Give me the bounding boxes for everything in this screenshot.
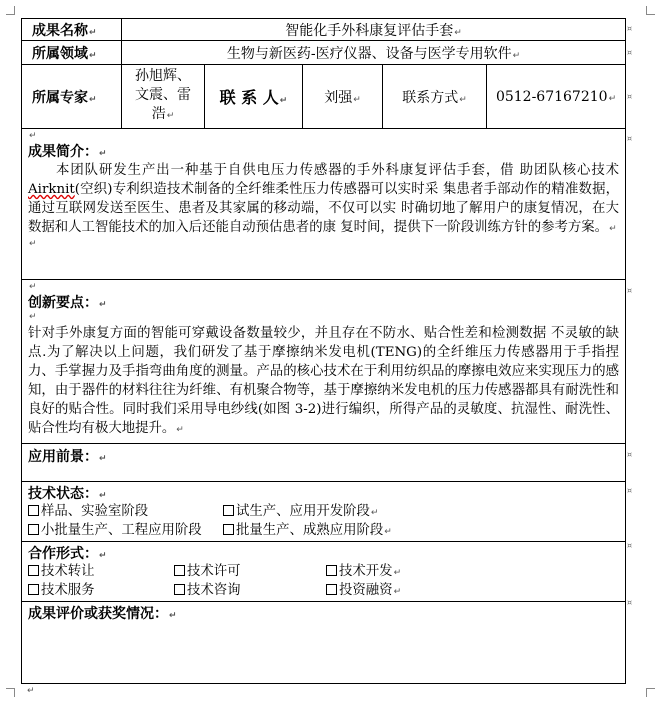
checkbox-icon (326, 584, 337, 595)
checkbox-icon (326, 565, 337, 576)
checkbox-icon (28, 524, 39, 535)
contact-label-cell: 联 系 人↵ (205, 65, 303, 129)
phone-label: 联系方式 (402, 89, 459, 106)
expert-label-cell: 所属专家↵ (22, 65, 122, 129)
expert-value-cell[interactable] (122, 65, 205, 129)
row-end-mark: ¤ (627, 48, 633, 57)
name-row (22, 19, 626, 41)
row-end-mark: ¤ (627, 134, 633, 143)
tech-status-option[interactable]: 小批量生产、工程应用阶段 (28, 522, 223, 540)
expert-line: 浩↵ (151, 106, 175, 122)
tech-status-row (22, 482, 626, 542)
field-label-cell: 所属领域↵ (22, 41, 122, 65)
cooperation-option[interactable]: 技术服务 (28, 582, 174, 600)
innovation-row (22, 280, 626, 444)
name-label-cell: 成果名称↵ (22, 19, 122, 41)
tech-status-title: 技术状态：↵ (28, 486, 107, 502)
checkbox-icon (28, 584, 39, 595)
expert-line: 文震、雷 (135, 87, 191, 103)
evaluation-cell[interactable] (22, 602, 626, 684)
expert-row (22, 65, 626, 129)
tech-status-option[interactable]: 批量生产、成熟应用阶段 (223, 523, 383, 538)
checkbox-icon (223, 505, 234, 516)
achievement-form-table (21, 18, 626, 684)
evaluation-title: 成果评价或获奖情况：↵ (28, 606, 177, 622)
tech-status-option[interactable]: 样品、实验室阶段 (28, 503, 223, 521)
tech-status-cell (22, 482, 626, 542)
field-value-cell[interactable]: 生物与新医药-医疗仪器、设备与医学专用软件↵ (122, 41, 626, 65)
cooperation-option[interactable]: 技术咨询 (174, 582, 326, 600)
cooperation-line: 技术转让 技术许可 技术开发↵ (28, 563, 619, 582)
name-label: 成果名称 (32, 22, 88, 39)
row-end-mark: ¤ (627, 286, 633, 295)
intro-text: 本团队研发生产出一种基于自供电压力传感器的手外科康复评估手套，借 助团队核心技术 Airknit(空织)专利织造技术制备的全纤维柔性压力传感器可以实时采 集患者手部动作的精准数据，通过互联网发送至医生、患者及其家属的移动端，不仅可以实 时确切地了解用户的康复情况，在大数据和人工智能技术的加入后还能自动预估患者的康 复时间，提供下一阶段训练方针的参考方案。↵ (28, 163, 620, 235)
document-end-paragraph-mark: ↵ (27, 686, 35, 696)
row-end-mark: ¤ (627, 24, 633, 33)
row-end-mark: ¤ (627, 598, 633, 607)
spellcheck-word: Airknit (28, 182, 75, 197)
prospect-cell[interactable] (22, 444, 626, 482)
page-corner-bottom-left (6, 688, 15, 697)
tech-status-line: 样品、实验室阶段 试生产、应用开发阶段↵ (28, 503, 619, 522)
field-value: 生物与新医药-医疗仪器、设备与医学专用软件 (226, 45, 512, 62)
name-value-cell[interactable]: 智能化手外科康复评估手套↵ (122, 19, 626, 41)
cooperation-option[interactable]: 技术许可 (174, 563, 326, 581)
page-corner-top-left (6, 6, 15, 15)
checkbox-icon (174, 565, 185, 576)
row-end-mark: ¤ (627, 92, 633, 101)
intro-row (22, 129, 626, 280)
page-corner-top-right (646, 6, 655, 15)
phone-value-cell[interactable]: 0512-67167210↵ (487, 65, 626, 129)
innovation-text: 针对手外康复方面的智能可穿戴设备数量较少，并且存在不防水、贴合性差和检测数据 不灵敏的缺点.为了解决以上问题，我们研发了基于摩擦纳米发电机(TENG)的全纤维压力传感器用于手指捏力、手掌握力及手指弯曲角度的测量。产品的核心技术在于利用纺织品的摩擦电效应来实现压力的感知，由于器件的材料往往为纤维、有机聚合物等，基于摩擦纳米发电机的压力传感器都具有耐洗性和良好的贴合性。同时我们采用导电纱线(如图 3-2)进行编织，所得产品的灵敏度、抗湿性、耐洗性、贴合性均有极大地提升。↵ (28, 326, 620, 436)
checkbox-icon (28, 505, 39, 516)
intro-cell[interactable]: ↵ 成果简介：↵ 本团队研发生产出一种基于自供电压力传感器的手外科康复评估手套，借 助团队核心技术 Airknit(空织)专利织造技术制备的全纤维柔性压力传感器可以实时采 集患者手部动作的精准数据，通过互联网发送至医生、患者及其家属的移动端，不仅可以实 时确切地了解用户的康复情况，在大数据和人工智能技术的加入后还能自动预估患者的康 复时间，提供下一阶段训练方针的参考方案。↵ ↵ (22, 129, 626, 280)
checkbox-icon (174, 584, 185, 595)
cooperation-option[interactable]: 技术开发 (326, 564, 393, 579)
phone-label-cell: 联系方式↵ (383, 65, 487, 129)
row-end-mark: ¤ (627, 450, 633, 459)
prospect-row (22, 444, 626, 482)
contact-label: 联 系 人 (219, 88, 279, 107)
evaluation-row (22, 602, 626, 684)
checkbox-icon (223, 524, 234, 535)
row-end-mark: ¤ (627, 486, 633, 495)
phone-value: 0512-67167210 (495, 88, 608, 105)
contact-value: 刘强 (324, 89, 353, 106)
page-corner-bottom-right (646, 688, 655, 697)
expert-label: 所属专家 (32, 89, 88, 106)
tech-status-line: 小批量生产、工程应用阶段 批量生产、成熟应用阶段↵ (28, 522, 619, 541)
innovation-cell[interactable]: ↵ 创新要点：↵ ↵ 针对手外康复方面的智能可穿戴设备数量较少，并且存在不防水、贴合性差和检测数据 不灵敏的缺点.为了解决以上问题，我们研发了基于摩擦纳米发电机(TENG)的全纤维压力传感器用于手指捏力、手掌握力及手指弯曲角度的测量。产品的核心技术在于利用纺织品的摩擦电效应来实现压力的感知，由于器件的材料往往为纤维、有机聚合物等，基于摩擦纳米发电机的压力传感器都具有耐洗性和良好的贴合性。同时我们采用导电纱线(如图 3-2)进行编织，所得产品的灵敏度、抗湿性、耐洗性、贴合性均有极大地提升。↵ (22, 280, 626, 444)
cooperation-line: 技术服务 技术咨询 投资融资↵ (28, 582, 619, 601)
prospect-title: 应用前景：↵ (28, 449, 107, 465)
cooperation-row (22, 542, 626, 602)
name-value: 智能化手外科康复评估手套 (285, 22, 454, 39)
cooperation-option[interactable]: 技术转让 (28, 563, 174, 581)
cooperation-title: 合作形式：↵ (28, 546, 107, 562)
cooperation-cell (22, 542, 626, 602)
field-label: 所属领域 (32, 45, 88, 62)
checkbox-icon (28, 565, 39, 576)
cooperation-option[interactable]: 投资融资 (326, 583, 393, 598)
expert-line: 孙旭辉、 (135, 68, 191, 84)
field-row (22, 41, 626, 65)
intro-title: 成果简介：↵ (28, 144, 107, 160)
innovation-title: 创新要点：↵ (28, 295, 107, 311)
contact-value-cell[interactable]: 刘强↵ (303, 65, 383, 129)
row-end-mark: ¤ (627, 541, 633, 550)
tech-status-option[interactable]: 试生产、应用开发阶段 (223, 504, 370, 519)
